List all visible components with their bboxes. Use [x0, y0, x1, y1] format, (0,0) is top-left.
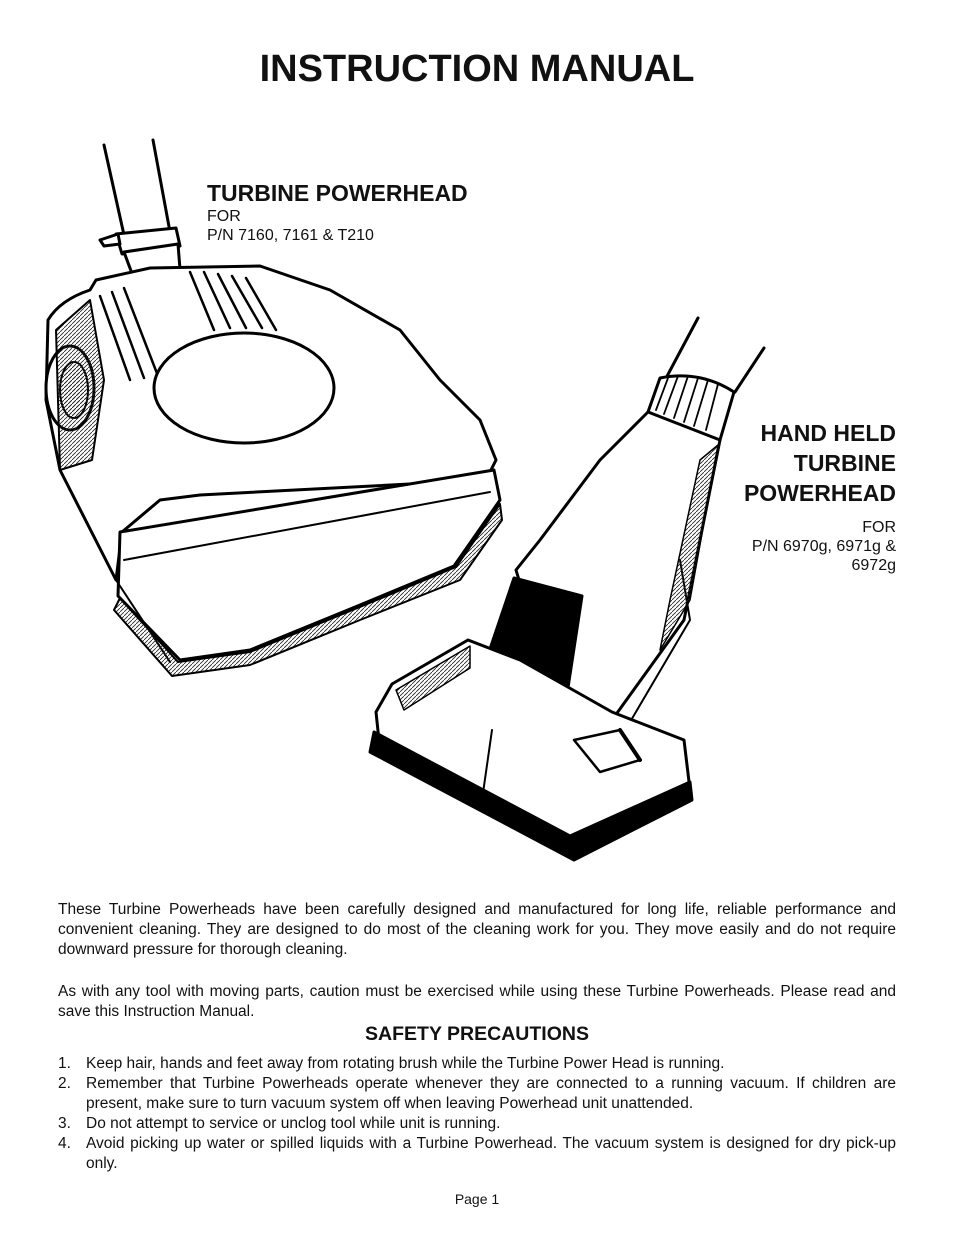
item-number: 4.	[58, 1135, 71, 1152]
list-item	[58, 1134, 896, 1174]
safety-list	[58, 1054, 896, 1174]
product-for: FOR	[207, 208, 241, 225]
page-number: Page 1	[454, 1191, 500, 1207]
intro-paragraph: As with any tool with moving parts, caution must be exercised while using these Turbine Powerheads. Please read and save this Instruction Manual.	[58, 983, 896, 1020]
product-name: TURBINE POWERHEAD	[207, 180, 468, 206]
item-number: 1.	[58, 1055, 71, 1072]
item-text: Remember that Turbine Powerheads operate whenever they are connected to a running vacuum. If children are present, make sure to turn vacuum system off when leaving Powerhead unit unattended.	[86, 1075, 896, 1112]
intro-paragraph: These Turbine Powerheads have been carefully designed and manufactured for long life, reliable performance and convenient cleaning. They are designed to do most of the cleaning work for you. They move easily and do not require downward pressure for thorough cleaning.	[58, 901, 896, 958]
list-item	[58, 1114, 896, 1134]
product-for: FOR	[862, 519, 896, 536]
list-item	[58, 1054, 896, 1074]
product-name: HAND HELD TURBINE POWERHEAD	[743, 420, 896, 506]
product-part-numbers: P/N 6970g, 6971g & 6972g	[751, 538, 896, 574]
safety-heading: SAFETY PRECAUTIONS	[365, 1023, 589, 1045]
item-number: 3.	[58, 1115, 71, 1132]
hand-held-powerhead-label	[696, 418, 896, 575]
item-text: Keep hair, hands and feet away from rotating brush while the Turbine Power Head is running.	[86, 1055, 725, 1072]
item-number: 2.	[58, 1075, 71, 1092]
page-title: INSTRUCTION MANUAL	[259, 48, 695, 90]
item-text: Avoid picking up water or spilled liquids with a Turbine Powerhead. The vacuum system is designed for dry pick-up only.	[86, 1135, 896, 1172]
item-text: Do not attempt to service or unclog tool while unit is running.	[86, 1115, 501, 1132]
product-part-numbers: P/N 7160, 7161 & T210	[207, 227, 374, 244]
turbine-powerhead-label	[207, 180, 468, 245]
list-item	[58, 1074, 896, 1114]
